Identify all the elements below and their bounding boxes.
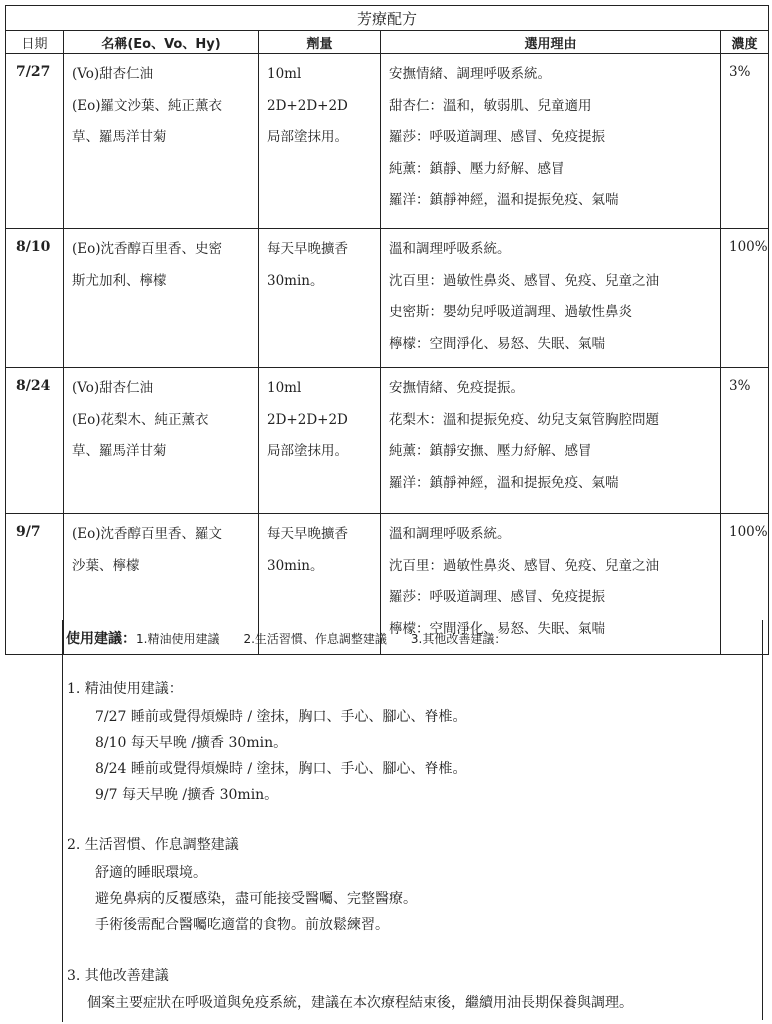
- reason-line: 溫和調理呼吸系統。: [389, 526, 511, 542]
- name-line: (Eo)羅文沙葉、純正薰衣: [72, 97, 223, 114]
- name-line: (Vo)甜杏仁油: [72, 66, 154, 82]
- header-dosage: 劑量: [259, 31, 381, 54]
- section-heading: 3. 其他改善建議: [67, 968, 169, 984]
- reason-line: 羅洋：鎮靜神經，溫和提振免疫、氣喘: [389, 192, 619, 208]
- section-line: 避免鼻病的反覆感染，盡可能接受醫囑、完整醫療。: [95, 891, 417, 907]
- reason-line: 純薰：鎮靜、壓力紓解、感冒: [389, 160, 565, 177]
- row-reasons: [381, 368, 721, 514]
- row-names: [64, 229, 259, 368]
- row-dosage: [259, 54, 381, 229]
- section-heading: 2. 生活習慣、作息調整建議: [67, 837, 239, 853]
- reason-line: 檸檬：空間淨化、易怒、失眠、氣喘: [389, 335, 605, 352]
- reason-line: 羅莎：呼吸道調理、感冒、免疫提振: [389, 129, 605, 145]
- header-name: 名稱(Eo、Vo、Hy): [64, 31, 259, 54]
- section-line: 手術後需配合醫囑吃適當的食物。前放鬆練習。: [95, 917, 389, 933]
- header-concentration: 濃度: [721, 31, 769, 54]
- header-reason: 選用理由: [381, 31, 721, 54]
- row-names: [64, 368, 259, 514]
- dosage-line: 每天早晚擴香: [267, 526, 348, 542]
- row-date: 7/27: [6, 54, 64, 229]
- reason-line: 溫和調理呼吸系統。: [389, 241, 511, 257]
- table-title: 芳療配方: [6, 6, 769, 31]
- row-reasons: [381, 229, 721, 368]
- reason-line: 甜杏仁：溫和，敏弱肌、兒童適用: [389, 97, 592, 114]
- dosage-line: 2D+2D+2D: [267, 411, 348, 428]
- section-line: 個案主要症狀在呼吸道與免疫系統，建議在本次療程結束後，繼續用油長期保養與調理。: [87, 995, 633, 1011]
- reason-line: 花梨木：溫和提振免疫、幼兒支氣管胸腔問題: [389, 411, 659, 428]
- reason-line: 羅洋：鎮靜神經，溫和提振免疫、氣喘: [389, 474, 619, 491]
- reason-line: 羅莎：呼吸道調理、感冒、免疫提振: [389, 589, 605, 605]
- reason-line: 沈百里：過敏性鼻炎、感冒、免疫、兒童之油: [389, 272, 659, 289]
- section-line: 9/7 每天早晚 /擴香 30min。: [95, 787, 279, 803]
- row-reasons: [381, 54, 721, 229]
- row-concentration: 100%: [721, 514, 769, 655]
- usage-notes: [63, 620, 763, 1020]
- reason-line: 沈百里：過敏性鼻炎、感冒、免疫、兒童之油: [389, 557, 659, 574]
- header-date: 日期: [6, 31, 64, 54]
- notes-intro-text: 1.精油使用建議 2.生活習慣、作息調整建議 3.其他改善建議：: [136, 632, 507, 646]
- aromatherapy-formula-table: [5, 5, 769, 655]
- section-line: 舒適的睡眠環境。: [95, 865, 207, 881]
- name-line: (Eo)花梨木、純正薰衣: [72, 411, 209, 428]
- table-row: [6, 229, 769, 368]
- section-line: 8/24 睡前或覺得煩燥時 / 塗抹，胸口、手心、腳心、脊椎。: [95, 761, 467, 777]
- row-concentration: 3%: [721, 54, 769, 229]
- table-row: [6, 54, 769, 229]
- row-names: [64, 54, 259, 229]
- row-date: 8/10: [6, 229, 64, 368]
- name-line: 草、羅馬洋甘菊: [72, 129, 167, 145]
- name-line: (Eo)沈香醇百里香、羅文: [72, 526, 223, 542]
- name-line: 斯尤加利、檸檬: [72, 272, 167, 289]
- reason-line: 純薰：鎮靜安撫、壓力紓解、感冒: [389, 443, 592, 459]
- table-row: [6, 368, 769, 514]
- row-concentration: 100%: [721, 229, 769, 368]
- section-line: 8/10 每天早晚 /擴香 30min。: [95, 735, 288, 751]
- notes-intro: [66, 628, 506, 648]
- name-line: 沙葉、檸檬: [72, 557, 140, 574]
- row-date: 9/7: [6, 514, 64, 655]
- section-heading: 1. 精油使用建議：: [67, 681, 183, 697]
- row-date: 8/24: [6, 368, 64, 514]
- dosage-line: 30min。: [267, 272, 324, 289]
- row-concentration: 3%: [721, 368, 769, 514]
- dosage-line: 10ml: [267, 380, 302, 396]
- reason-line: 檸檬：空間淨化、易怒、失眠、氣喘: [389, 620, 605, 637]
- reason-line: 安撫情緒、免疫提振。: [389, 380, 524, 396]
- dosage-line: 每天早晚擴香: [267, 241, 348, 257]
- notes-label: 使用建議：: [66, 631, 136, 647]
- row-dosage: [259, 368, 381, 514]
- reason-line: 史密斯：嬰幼兒呼吸道調理、過敏性鼻炎: [389, 304, 632, 320]
- dosage-line: 2D+2D+2D: [267, 97, 348, 114]
- dosage-line: 30min。: [267, 557, 324, 574]
- dosage-line: 局部塗抹用。: [267, 129, 348, 145]
- dosage-line: 10ml: [267, 66, 302, 82]
- name-line: (Vo)甜杏仁油: [72, 380, 154, 396]
- notes-left-column: [5, 620, 63, 1022]
- dosage-line: 局部塗抹用。: [267, 443, 348, 459]
- reason-line: 安撫情緒、調理呼吸系統。: [389, 66, 551, 82]
- row-dosage: [259, 229, 381, 368]
- section-line: 7/27 睡前或覺得煩燥時 / 塗抹，胸口、手心、腳心、脊椎。: [95, 709, 467, 725]
- name-line: 草、羅馬洋甘菊: [72, 443, 167, 459]
- name-line: (Eo)沈香醇百里香、史密: [72, 241, 223, 257]
